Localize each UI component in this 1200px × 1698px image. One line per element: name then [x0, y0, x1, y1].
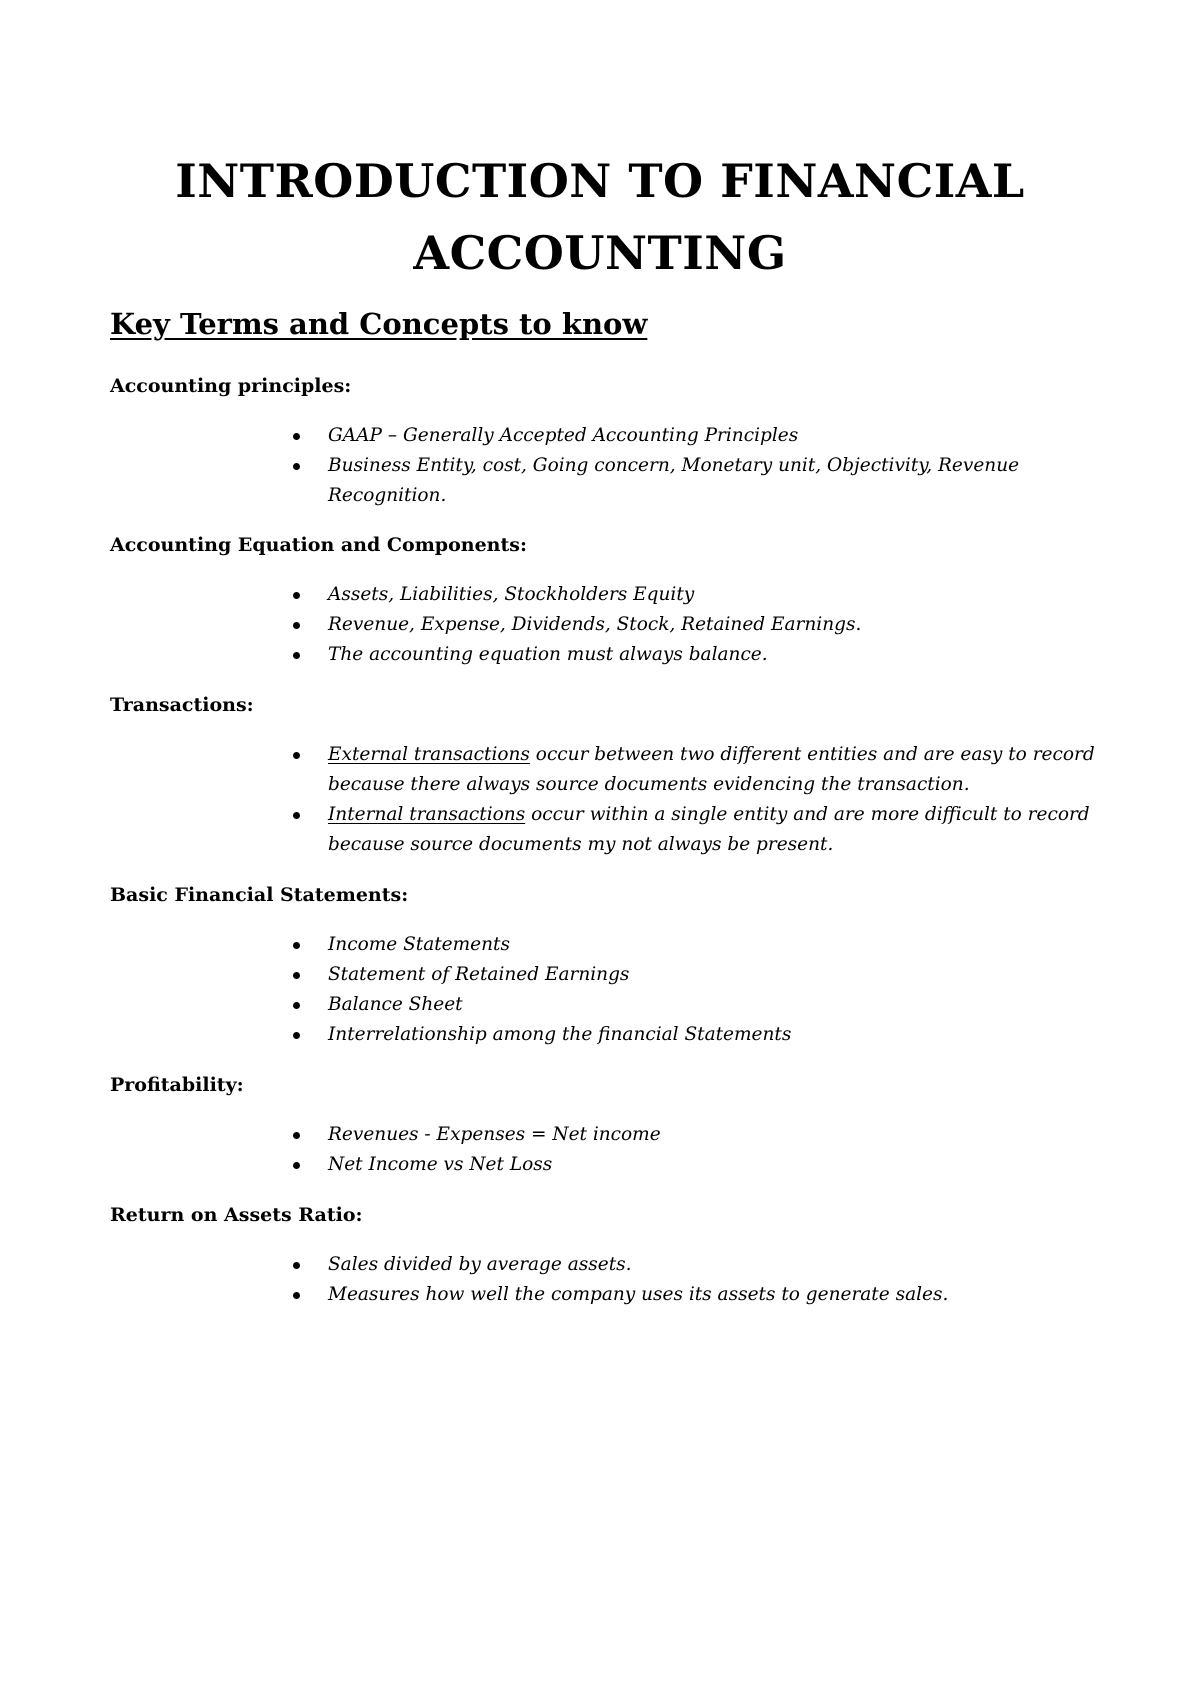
section-return-on-assets [110, 1200, 1110, 1310]
section-label: Profitability: [110, 1074, 244, 1096]
list-item [110, 800, 1110, 860]
section-label: Accounting Equation and Components: [110, 534, 527, 556]
list-item [110, 1120, 1110, 1150]
bullet-list [110, 1120, 1110, 1180]
bullet-list [110, 930, 1110, 1050]
list-item-text: Measures how well the company uses its assets to generate sales. [328, 1284, 949, 1305]
section-label: Transactions: [110, 694, 254, 716]
bullet-dot-icon [293, 1032, 300, 1039]
bullet-dot-icon [293, 1132, 300, 1139]
list-item-term: External transactions [328, 744, 530, 765]
section-accounting-principles [110, 371, 1110, 511]
bullet-dot-icon [293, 592, 300, 599]
list-item-text: Revenue, Expense, Dividends, Stock, Retained Earnings. [328, 614, 862, 635]
section-label: Return on Assets Ratio: [110, 1204, 363, 1226]
bullet-dot-icon [293, 752, 300, 759]
list-item [110, 990, 1110, 1020]
bullet-dot-icon [293, 1162, 300, 1169]
list-item [110, 1250, 1110, 1280]
list-item-term: Internal transactions [328, 804, 526, 825]
list-item-text: Sales divided by average assets. [328, 1254, 632, 1275]
list-item [110, 1020, 1110, 1050]
list-item-text: occur between two different entities and are easy to record because there always source documents evidencing the transaction. [328, 744, 1095, 795]
section-transactions [110, 690, 1110, 860]
list-item [110, 451, 1110, 511]
document-title-line-1: INTRODUCTION TO FINANCIAL [175, 154, 1025, 208]
list-item-text: Assets, Liabilities, Stockholders Equity [328, 584, 695, 605]
section-accounting-equation [110, 530, 1110, 670]
bullet-list [110, 740, 1110, 860]
list-item-text: Business Entity, cost, Going concern, Monetary unit, Objectivity, Revenue Recognition. [328, 455, 1020, 506]
key-terms-heading: Key Terms and Concepts to know [110, 307, 648, 341]
list-item-text: Revenues - Expenses = Net income [328, 1124, 661, 1145]
list-item [110, 421, 1110, 451]
list-item [110, 1150, 1110, 1180]
section-profitability [110, 1070, 1110, 1180]
list-item [110, 930, 1110, 960]
bullet-list [110, 580, 1110, 670]
list-item-text: occur within a single entity and are more difficult to record because source documents my not always be present. [328, 804, 1090, 855]
document-title [110, 145, 1090, 289]
list-item-text: Net Income vs Net Loss [328, 1154, 553, 1175]
list-item-text: The accounting equation must always balance. [328, 644, 768, 665]
bullet-dot-icon [293, 1002, 300, 1009]
list-item-text: Statement of Retained Earnings [328, 964, 630, 985]
bullet-dot-icon [293, 433, 300, 440]
list-item-text: GAAP – Generally Accepted Accounting Principles [328, 425, 799, 446]
section-basic-financial-statements [110, 880, 1110, 1050]
bullet-dot-icon [293, 942, 300, 949]
list-item [110, 960, 1110, 990]
bullet-dot-icon [293, 622, 300, 629]
section-label: Basic Financial Statements: [110, 884, 409, 906]
list-item [110, 580, 1110, 610]
list-item [110, 1280, 1110, 1310]
bullet-dot-icon [293, 1292, 300, 1299]
list-item-text: Balance Sheet [328, 994, 463, 1015]
bullet-list [110, 421, 1110, 511]
bullet-dot-icon [293, 1262, 300, 1269]
bullet-dot-icon [293, 812, 300, 819]
list-item [110, 610, 1110, 640]
bullet-list [110, 1250, 1110, 1310]
list-item [110, 640, 1110, 670]
document-title-line-2: ACCOUNTING [413, 226, 787, 280]
list-item-text: Interrelationship among the financial Statements [328, 1024, 792, 1045]
section-label: Accounting principles: [110, 375, 352, 397]
bullet-dot-icon [293, 652, 300, 659]
bullet-dot-icon [293, 972, 300, 979]
bullet-dot-icon [293, 463, 300, 470]
list-item-text: Income Statements [328, 934, 510, 955]
list-item [110, 740, 1110, 800]
